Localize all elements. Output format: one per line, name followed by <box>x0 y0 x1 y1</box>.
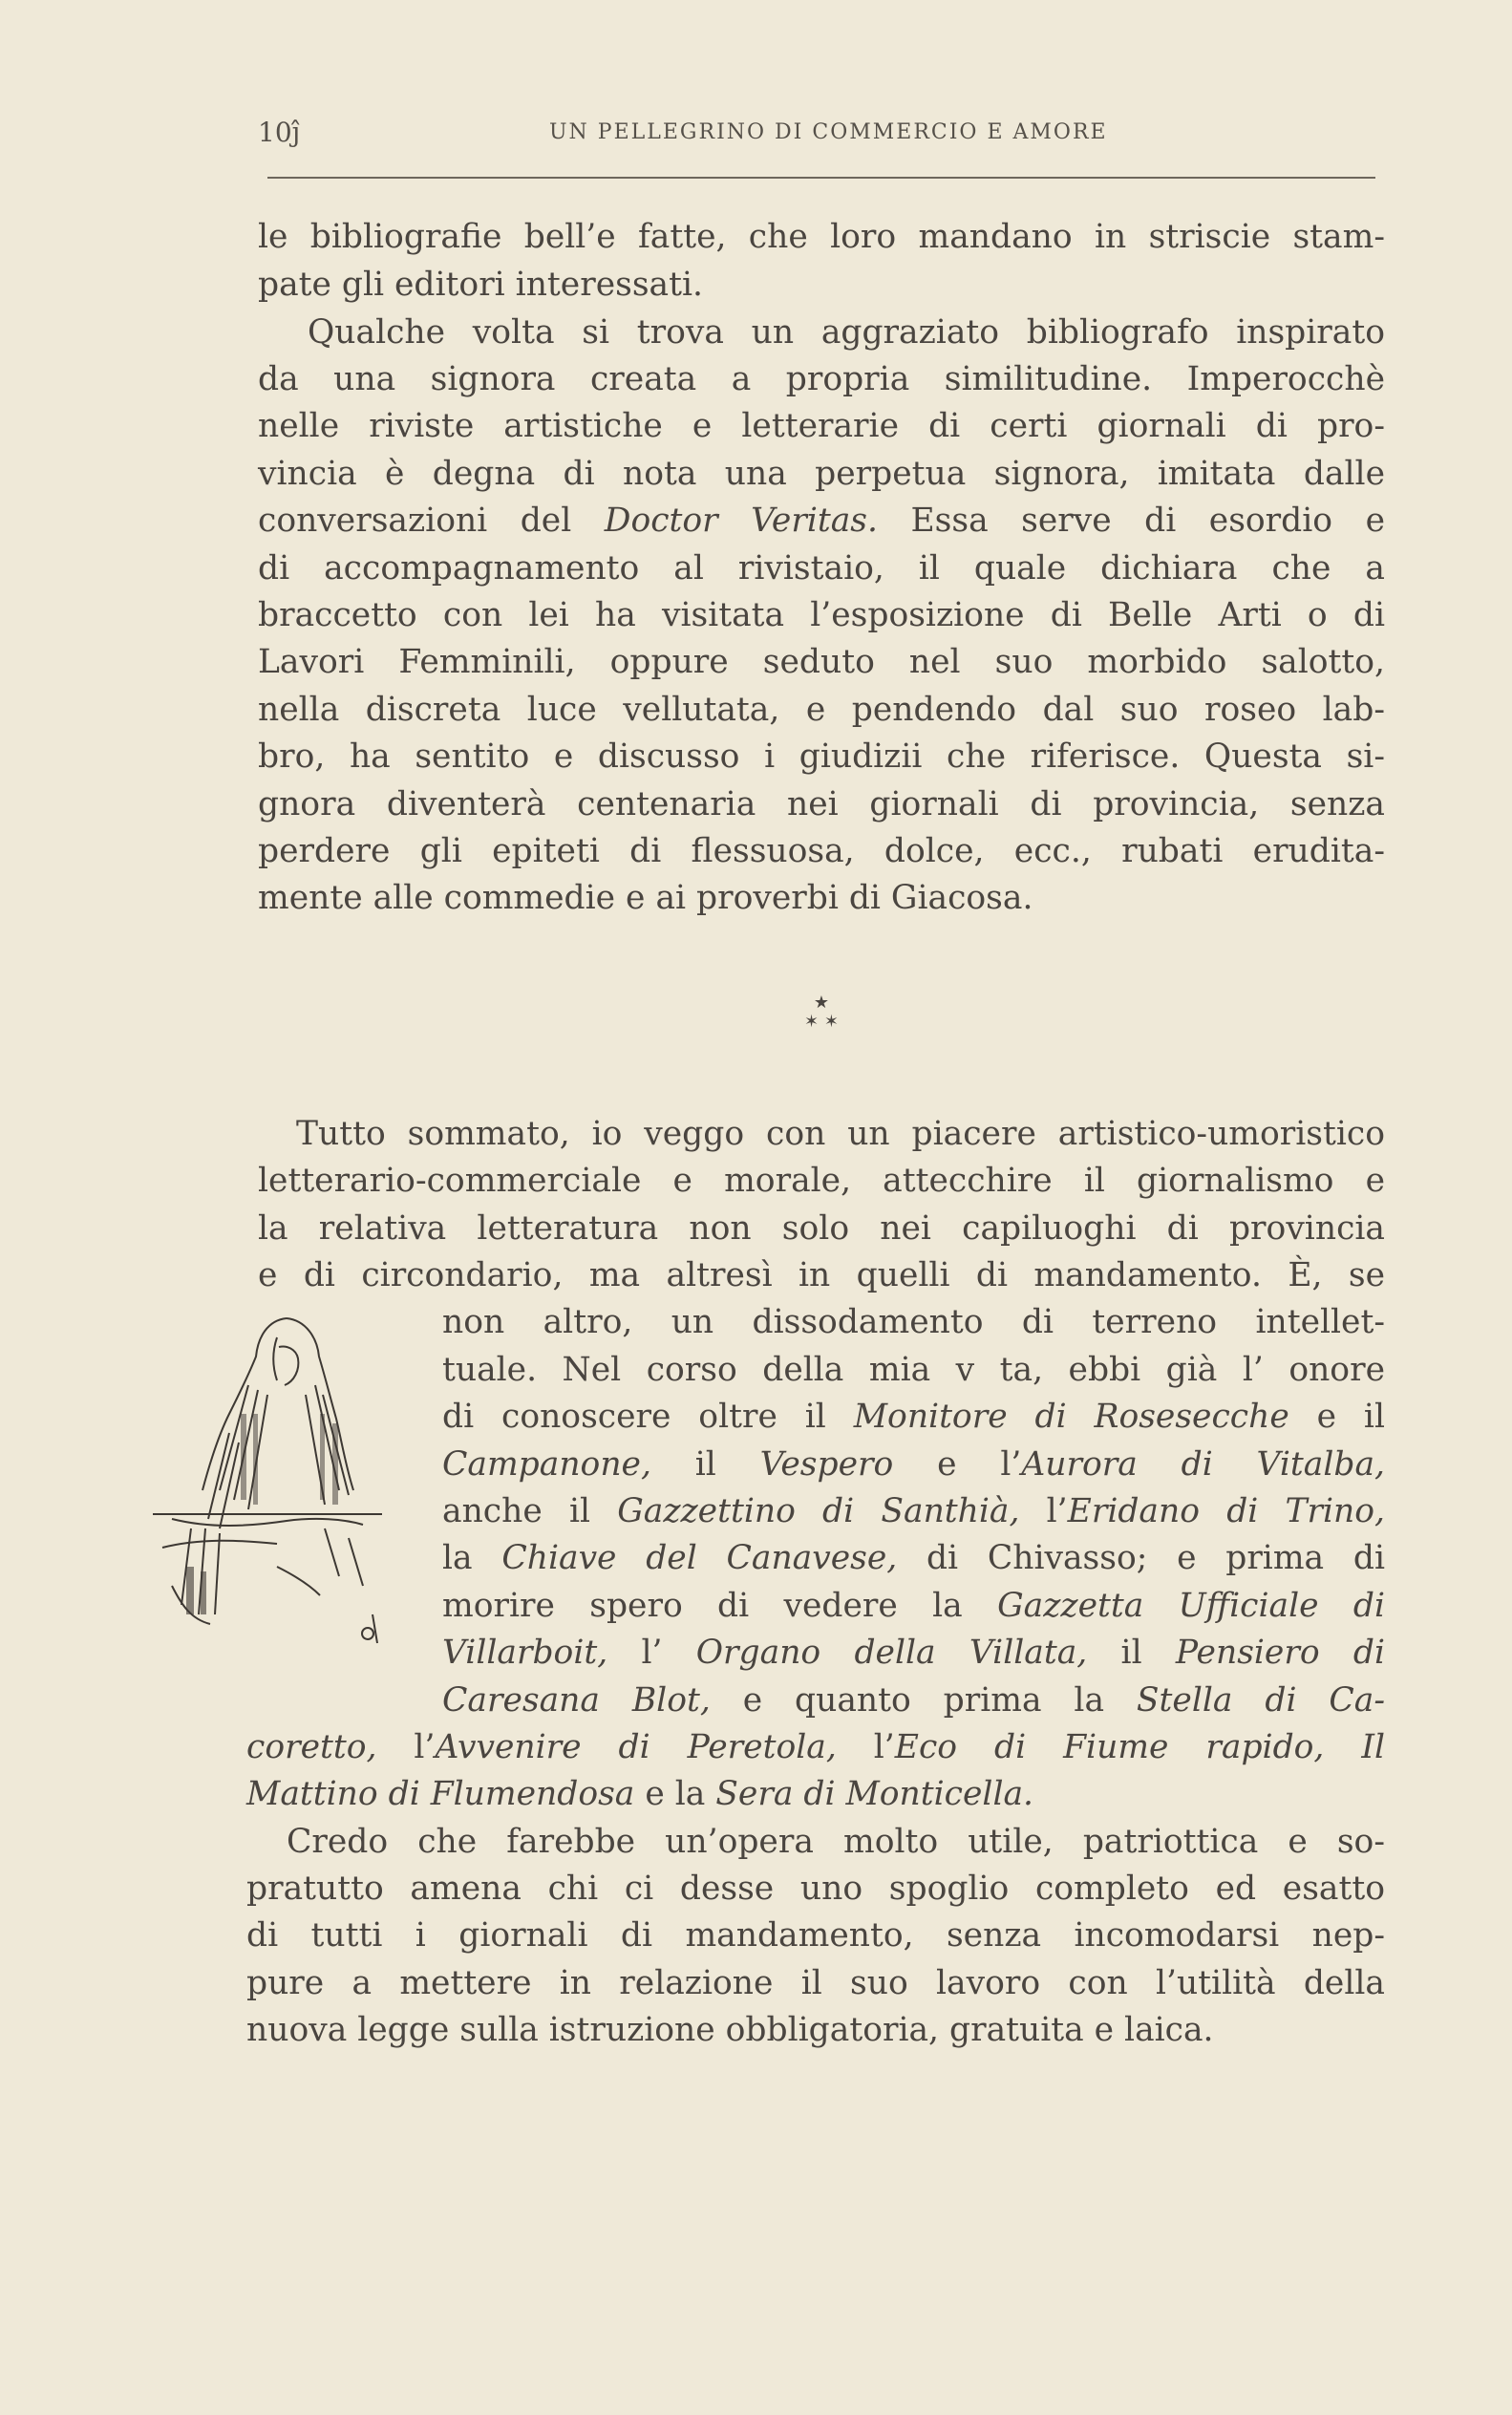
running-title: UN PELLEGRINO DI COMMERCIO E AMORE <box>549 120 1108 144</box>
text-line: le bibliografie bell’e fatte, che loro mandano in striscie stam- <box>258 218 1385 256</box>
text-line: e di circondario, ma altresì in quelli di mandamento. È, se <box>258 1256 1385 1294</box>
text-line <box>442 1537 1385 1579</box>
text-span: e l’ <box>893 1445 1022 1484</box>
text-line <box>442 1632 1385 1674</box>
text-span: anche il <box>442 1492 618 1530</box>
text-line: Tutto sommato, io veggo con un piacere artistico-umoristico <box>296 1115 1385 1153</box>
text-line <box>258 500 1385 542</box>
text-span: conversazioni del <box>258 502 605 540</box>
italic-title: Stella di Ca- <box>1136 1681 1385 1720</box>
text-line <box>442 1585 1385 1627</box>
text-line: gnora diventerà centenaria nei giornali di provincia, senza <box>258 785 1385 823</box>
text-line <box>442 1396 1385 1438</box>
text-span: l’ <box>1019 1492 1068 1530</box>
running-header <box>258 117 1371 155</box>
page-number: 10ĵ <box>258 117 301 148</box>
text-line: tuale. Nel corso della mia v ta, ebbi già l’ onore <box>442 1351 1385 1389</box>
text-span: il <box>1087 1634 1176 1672</box>
text-span: e la <box>634 1775 716 1813</box>
star-pair-icon: ✶ ✶ <box>804 1012 839 1032</box>
text-span: di conoscere oltre il <box>442 1398 854 1436</box>
text-span: Essa serve di esordio e <box>877 502 1385 540</box>
text-line: da una signora creata a propria similitudine. Imperocchè <box>258 360 1385 398</box>
text-line: nuova legge sulla istruzione obbligatoria, gratuita e laica. <box>246 2011 1214 2049</box>
text-line: di tutti i giornali di mandamento, senza incomodarsi nep- <box>246 1916 1385 1955</box>
text-line: pratutto amena chi ci desse uno spoglio completo ed esatto <box>246 1870 1385 1908</box>
text-span: l’ <box>376 1728 436 1766</box>
italic-title: Vespero <box>759 1445 894 1484</box>
text-span: di Chivasso; e prima di <box>897 1539 1385 1577</box>
text-line <box>246 1773 1385 1815</box>
italic-title: Doctor Veritas. <box>604 502 878 540</box>
italic-title: Mattino di Flumendosa <box>246 1775 635 1813</box>
italic-title: Pensiero di <box>1175 1634 1386 1672</box>
italic-title: coretto, <box>246 1728 377 1766</box>
text-span: e il <box>1288 1398 1386 1436</box>
text-span: il <box>650 1445 760 1484</box>
veiled-woman-engraving-icon <box>134 1299 420 1681</box>
text-span: la <box>442 1539 502 1577</box>
text-span: e quanto prima la <box>710 1681 1137 1720</box>
italic-title: Gazzetta Ufficiale di <box>997 1587 1385 1625</box>
text-span: l’ <box>607 1634 696 1672</box>
italic-title: Caresana Blot, <box>442 1681 711 1720</box>
text-line: bro, ha sentito e discusso i giudizii che riferisce. Questa si- <box>258 737 1385 776</box>
text-line: di accompagnamento al rivistaio, il quale dichiara che a <box>258 549 1385 588</box>
italic-title: Chiave del Canavese, <box>501 1539 898 1577</box>
text-line: letterario-commerciale e morale, attecchire il giornalismo e <box>258 1162 1385 1200</box>
text-line: non altro, un dissodamento di terreno intellet- <box>442 1303 1385 1341</box>
text-line: perdere gli epiteti di flessuosa, dolce, ecc., rubati erudita- <box>258 832 1385 870</box>
italic-title: Aurora di Vitalba, <box>1021 1445 1385 1484</box>
star-icon: ★ <box>813 993 830 1013</box>
italic-title: Eridano di Trino, <box>1067 1492 1385 1530</box>
text-line <box>246 1726 1385 1768</box>
text-line <box>442 1443 1385 1485</box>
text-line: Credo che farebbe un’opera molto utile, patriottica e so- <box>287 1823 1385 1861</box>
text-line: pate gli editori interessati. <box>258 266 703 304</box>
text-line: braccetto con lei ha visitata l’esposizione di Belle Arti o di <box>258 596 1385 634</box>
italic-title: Organo della Villata, <box>695 1634 1088 1672</box>
text-line: nella discreta luce vellutata, e pendendo dal suo roseo lab- <box>258 691 1385 729</box>
italic-title: Eco di Fiume rapido, Il <box>894 1728 1386 1766</box>
italic-title: Monitore di Rosesecche <box>853 1398 1289 1436</box>
text-line <box>442 1490 1385 1532</box>
text-line: vincia è degna di nota una perpetua signora, imitata dalle <box>258 455 1385 493</box>
italic-title: Villarboit, <box>442 1634 608 1672</box>
italic-title: Campanone, <box>442 1445 651 1484</box>
text-line: nelle riviste artistiche e letterarie di certi giornali di pro- <box>258 407 1385 445</box>
italic-title: Sera di Monticella. <box>715 1775 1034 1813</box>
header-rule <box>267 177 1375 179</box>
text-line <box>442 1679 1385 1721</box>
text-line: Lavori Femminili, oppure seduto nel suo morbido salotto, <box>258 643 1385 681</box>
text-line: la relativa letteratura non solo nei capiluoghi di provincia <box>258 1209 1385 1248</box>
italic-title: Gazzettino di Santhià, <box>617 1492 1020 1530</box>
section-break-asterism <box>793 994 850 1041</box>
text-line: pure a mettere in relazione il suo lavoro con l’utilità della <box>246 1964 1385 2002</box>
text-line: Qualche volta si trova un aggraziato bibliografo inspirato <box>308 313 1385 352</box>
text-span: l’ <box>836 1728 895 1766</box>
text-span: morire spero di vedere la <box>442 1587 998 1625</box>
italic-title: Avvenire di Peretola, <box>435 1728 837 1766</box>
text-line: mente alle commedie e ai proverbi di Giacosa. <box>258 879 1033 917</box>
